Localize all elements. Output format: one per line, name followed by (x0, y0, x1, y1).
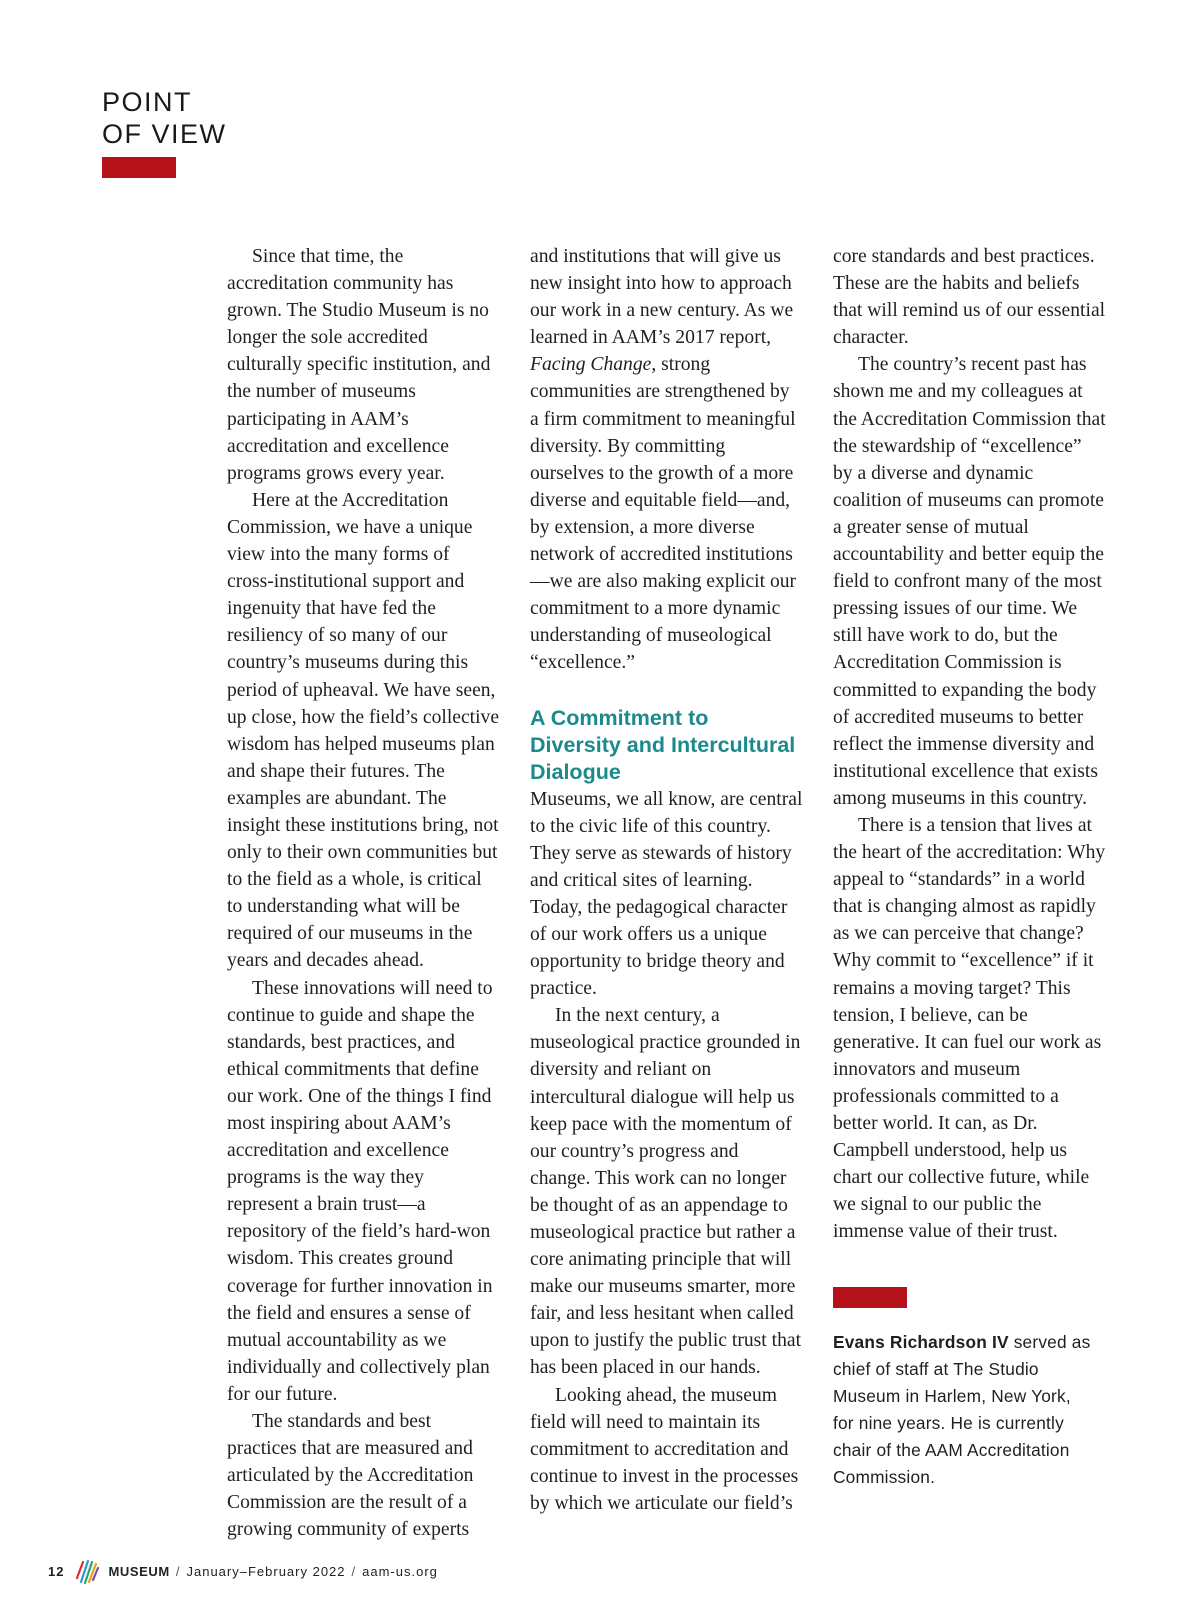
subheading: A Commitment to Diversity and Intercultural Dialogue (530, 705, 796, 784)
magazine-name: MUSEUM (108, 1563, 170, 1579)
section-label-line2: OF VIEW (102, 119, 227, 149)
paragraph: Here at the Accreditation Commission, we have a unique view into the many forms of cross-institutional support and ingenuity that have fed the resiliency of so many of our country’s museums during this period of upheaval. We have seen, up close, how the field’s collective wisdom has helped museums plan and shape their futures. The examples are abundant. The insight these institutions bring, not only to their own communities but to the field as a whole, is critical to understanding what will be required of our museums in the years and decades ahead. (227, 489, 500, 972)
article-column-1 (227, 243, 500, 1544)
footer-separator: / (175, 1563, 181, 1579)
paragraph: These innovations will need to continue to guide and shape the standards, best practices, and ethical commitments that define our work. One of the things I find most inspiring about AAM’s accreditation and excellence programs is the way they represent a brain trust—a repository of the field’s hard-won wisdom. This creates ground coverage for further innovation in the field and ensures a sense of mutual accountability as we individually and collectively plan for our future. (227, 977, 493, 1405)
aam-logo-icon (74, 1556, 100, 1586)
author-bio (833, 1329, 1093, 1491)
paragraph: core standards and best practices. These are the habits and beliefs that will remind us of our essential character. (833, 246, 1106, 349)
section-accent-bar (102, 157, 176, 178)
paragraph: The country’s recent past has shown me and my colleagues at the Accreditation Commission that the stewardship of “excellence” by a diverse and dynamic coalition of museums can promote a greater sense of mutual accountability and better equip the field to confront many of the most pressing issues of our time. We still have work to do, but the Accreditation Commission is committed to expanding the body of accredited museums to better reflect the immense diversity and institutional excellence that exists among museums in this country. (833, 354, 1106, 809)
paragraph: In the next century, a museological practice grounded in diversity and reliant on intercultural dialogue will help us keep pace with the momentum of our country’s progress and change. This work can no longer be thought of as an appendage to museological practice but rather a core animating principle that will make our museums smarter, more fair, and less hesitant when called upon to justify the public trust that has been placed in our hands. (530, 1005, 802, 1379)
website-link[interactable]: aam-us.org (362, 1563, 438, 1579)
paragraph: Since that time, the accreditation community has grown. The Studio Museum is no longer the sole accredited culturally specific institution, and the number of museums participating in AAM’s accreditation and excellence programs grows every year. (227, 246, 491, 484)
paragraph-text: , strong communities are strengthened by a firm commitment to meaningful diversity. By committing ourselves to the growth of a more diverse and equitable field—and, by extension, a more diverse network of accredited institutions—we are also making explicit our commitment to a more dynamic understanding of museological “excellence.” (530, 354, 797, 674)
paragraph: Museums, we all know, are central to the civic life of this country. They serve as stewards of history and critical sites of learning. Today, the pedagogical character of our work offers us a unique opportunity to bridge theory and practice. (530, 788, 803, 1000)
author-bio-text: served as chief of staff at The Studio Museum in Harlem, New York, for nine years. He is currently chair of the AAM Accreditation Commission. (833, 1332, 1091, 1487)
paragraph-text: and institutions that will give us new insight into how to approach our work in a new century. As we learned in AAM’s 2017 report, (530, 246, 794, 349)
article-column-3 (833, 243, 1106, 1245)
author-name: Evans Richardson IV (833, 1332, 1009, 1352)
section-label (102, 86, 227, 150)
page-number: 12 (48, 1563, 65, 1579)
footer-separator: / (351, 1563, 357, 1579)
page-footer (48, 1556, 438, 1586)
section-label-line1: POINT (102, 87, 193, 117)
paragraph (530, 243, 803, 677)
bio-accent-bar (833, 1287, 907, 1308)
report-title: Facing Change (530, 354, 652, 376)
issue-date: January–February 2022 (186, 1563, 346, 1579)
paragraph: Looking ahead, the museum field will need to maintain its commitment to accreditation and continue to invest in the processes by which we articulate our field’s (530, 1384, 799, 1514)
paragraph: There is a tension that lives at the heart of the accreditation: Why appeal to “standards” in a world that is changing almost as rapidly as we can perceive that change? Why commit to “excellence” if it remains a moving target? This tension, I believe, can be generative. It can fuel our work as innovators and museum professionals committed to a better world. It can, as Dr. Campbell understood, help us chart our collective future, while we signal to our public the immense value of their trust. (833, 814, 1106, 1243)
paragraph: The standards and best practices that are measured and articulated by the Accreditation Commission are the result of a growing community of experts (227, 1411, 474, 1541)
article-column-2 (530, 243, 803, 1517)
